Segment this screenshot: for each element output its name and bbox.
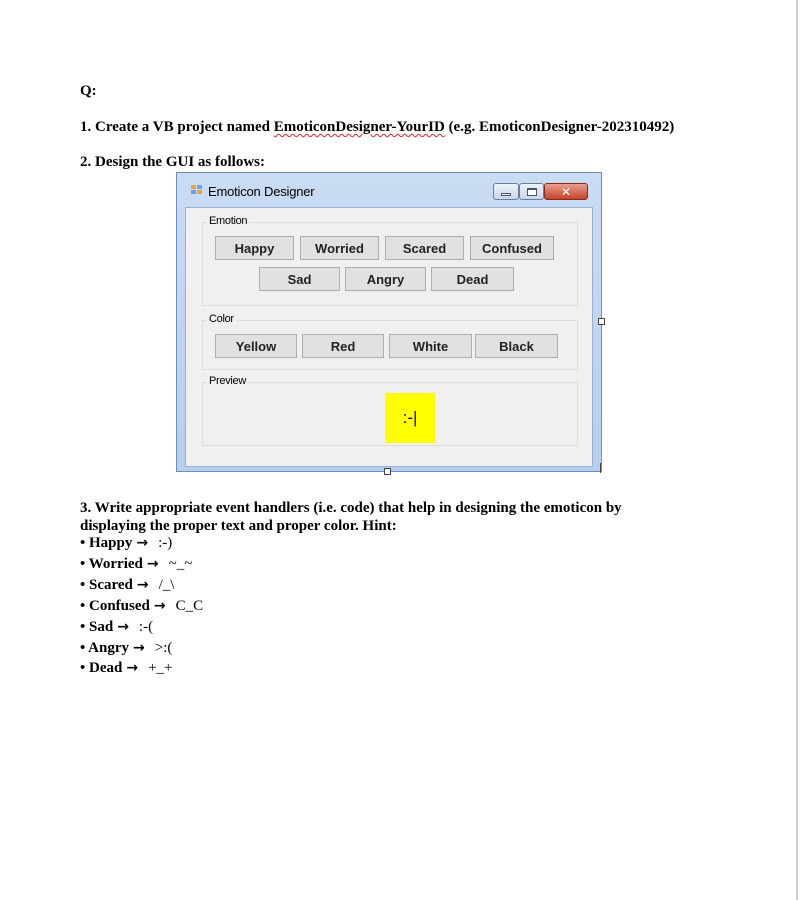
right-arrow-icon: →: [133, 640, 145, 656]
maximize-icon: [527, 188, 537, 196]
red-button[interactable]: Red: [302, 334, 384, 358]
window-title: Emoticon Designer: [208, 184, 315, 199]
hint-item: [80, 659, 173, 677]
happy-button[interactable]: Happy: [215, 236, 294, 260]
hint-item: [80, 597, 203, 615]
step-3-line-1: 3. Write appropriate event handlers (i.e. code) that help in designing the emoticon by: [80, 500, 622, 516]
dead-button[interactable]: Dead: [431, 267, 514, 291]
black-button[interactable]: Black: [475, 334, 558, 358]
hint-symbol: C_C: [175, 598, 204, 614]
right-arrow-icon: →: [117, 619, 129, 635]
hint-symbol: >:(: [154, 640, 173, 656]
resize-handle-corner[interactable]: [600, 463, 601, 473]
scared-button[interactable]: Scared: [385, 236, 464, 260]
angry-button[interactable]: Angry: [345, 267, 426, 291]
hint-symbol: :-(: [138, 619, 154, 635]
close-button[interactable]: [544, 183, 588, 200]
close-icon: ✕: [560, 184, 572, 199]
right-arrow-icon: →: [136, 577, 149, 593]
step-1-text: [80, 118, 674, 136]
minimize-icon: [501, 193, 511, 196]
hint-label: • Dead: [80, 660, 123, 676]
hint-label: • Happy: [80, 535, 133, 551]
confused-button[interactable]: Confused: [470, 236, 554, 260]
step-1-prefix: 1. Create a VB project named: [80, 119, 274, 135]
sad-button[interactable]: Sad: [259, 267, 340, 291]
hint-item: [80, 618, 153, 636]
form-client-area: [185, 207, 593, 467]
hint-label: • Scared: [80, 577, 133, 593]
hint-label: • Confused: [80, 598, 150, 614]
preview-group-label: Preview: [209, 375, 247, 387]
hint-item: [80, 555, 192, 573]
worried-button[interactable]: Worried: [300, 236, 379, 260]
hint-item: [80, 639, 172, 657]
hint-symbol: +_+: [148, 660, 173, 676]
project-name: EmoticonDesigner-YourID: [273, 119, 445, 135]
step-3-line-2: displaying the proper text and proper color. Hint:: [80, 518, 397, 534]
hint-symbol: ~_~: [168, 556, 193, 572]
emoticon-designer-window: [176, 172, 602, 472]
right-arrow-icon: →: [153, 598, 166, 614]
right-arrow-icon: →: [136, 535, 149, 551]
hint-item: [80, 534, 172, 552]
resize-handle-bottom[interactable]: [384, 468, 391, 475]
step-2-text: 2. Design the GUI as follows:: [80, 154, 266, 170]
title-bar: [177, 173, 601, 207]
emotion-group: [202, 215, 578, 306]
color-group: [202, 313, 578, 370]
step-1-suffix: (e.g. EmoticonDesigner-202310492): [444, 119, 675, 135]
color-group-label: Color: [209, 313, 234, 325]
hint-item: [80, 576, 174, 594]
right-arrow-icon: →: [126, 660, 139, 676]
hint-symbol: /_\: [158, 577, 175, 593]
hint-label: • Sad: [80, 619, 114, 635]
hint-label: • Angry: [80, 640, 130, 656]
minimize-button[interactable]: [493, 183, 519, 200]
white-button[interactable]: White: [389, 334, 472, 358]
emotion-group-label: Emotion: [209, 215, 248, 227]
yellow-button[interactable]: Yellow: [215, 334, 297, 358]
hint-label: • Worried: [80, 556, 143, 572]
preview-group: [202, 375, 578, 446]
page-edge: [796, 0, 798, 900]
hint-symbol: :-): [158, 535, 173, 551]
emoticon-preview-label: :-|: [385, 393, 435, 443]
maximize-button[interactable]: [519, 183, 544, 200]
question-label: Q:: [80, 83, 97, 99]
right-arrow-icon: →: [146, 556, 159, 572]
resize-handle-right[interactable]: [598, 318, 605, 325]
app-icon: [191, 185, 203, 195]
